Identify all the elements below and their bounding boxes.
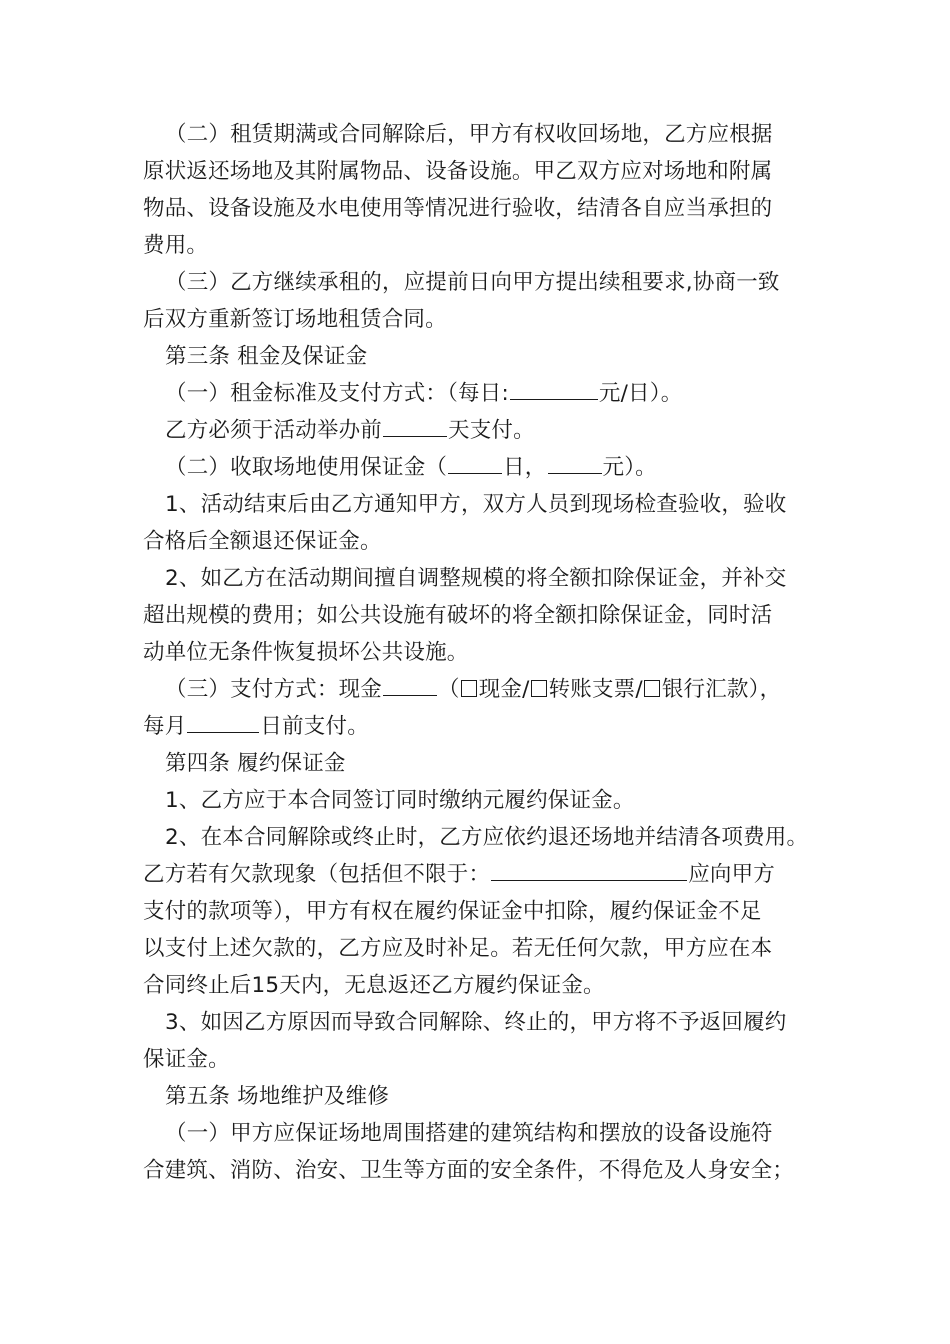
text-line: 以支付上述欠款的，乙方应及时补足。若无任何欠款，甲方应在本 xyxy=(143,936,773,961)
article-3-heading xyxy=(143,338,823,375)
text-line xyxy=(143,671,823,708)
checkbox-transfer-check[interactable] xyxy=(531,680,547,697)
checkbox-bank-remittance[interactable] xyxy=(644,680,660,697)
text-segment: 银行汇款）， xyxy=(661,677,782,702)
text-segment: 日， xyxy=(503,455,547,480)
text-line xyxy=(143,375,823,412)
text-line: 超出规模的费用；如公共设施有破坏的将全额扣除保证金，同时活 xyxy=(143,603,773,628)
heading-text: 第三条 租金及保证金 xyxy=(165,344,368,369)
clause-rent-standard xyxy=(143,375,823,412)
text-line: 费用。 xyxy=(143,233,209,258)
clause-payment-method xyxy=(143,671,823,745)
text-line xyxy=(143,708,823,745)
text-segment: 乙方必须于活动举办前 xyxy=(165,418,383,443)
text-segment: 元）。 xyxy=(602,455,657,480)
text-line: 合格后全额退还保证金。 xyxy=(143,529,382,554)
text-segment: 现金/ xyxy=(478,677,530,702)
clause-deposit-deduction xyxy=(143,560,823,671)
clause-lease-expiry xyxy=(143,116,823,264)
text-segment: 乙方若有欠款现象（包括但不限于： xyxy=(143,862,491,887)
text-segment: （二）收取场地使用保证金（ xyxy=(165,455,448,480)
text-line: 合建筑、消防、治安、卫生等方面的安全条件，不得危及人身安全； xyxy=(143,1158,795,1183)
text-line xyxy=(143,412,823,449)
text-segment: 天支付。 xyxy=(448,418,535,443)
clause-bond-forfeit xyxy=(143,1004,823,1078)
checkbox-cash[interactable] xyxy=(461,680,477,697)
text-line: 2、如乙方在活动期间擅自调整规模的将全额扣除保证金，并补交 xyxy=(165,566,787,591)
clause-bond-settlement xyxy=(143,819,823,1004)
blank-daily-rent[interactable] xyxy=(510,377,598,400)
text-line: 支付的款项等），甲方有权在履约保证金中扣除，履约保证金不足 xyxy=(143,899,762,924)
text-line xyxy=(143,449,823,486)
text-line: 后双方重新签订场地租赁合同。 xyxy=(143,307,447,332)
text-segment: （三）支付方式：现金 xyxy=(165,677,383,702)
article-5-heading xyxy=(143,1078,823,1115)
text-line: （一）甲方应保证场地周围搭建的建筑结构和摆放的设备设施符 xyxy=(165,1121,773,1146)
text-line: 动单位无条件恢复损坏公共设施。 xyxy=(143,640,469,665)
text-segment: （ xyxy=(438,677,460,702)
clause-renewal xyxy=(143,264,823,338)
text-segment: 应向甲方 xyxy=(688,862,776,887)
clause-site-safety xyxy=(143,1115,823,1189)
clause-deposit-refund xyxy=(143,486,823,560)
text-line: 1、活动结束后由乙方通知甲方，双方人员到现场检查验收，验收 xyxy=(165,492,787,517)
blank-deposit-amount[interactable] xyxy=(548,451,602,474)
clause-performance-bond xyxy=(143,782,823,819)
blank-cash[interactable] xyxy=(383,673,437,696)
text-segment: 元/日）。 xyxy=(598,381,683,406)
clause-payment-deadline xyxy=(143,412,823,449)
blank-monthly-day[interactable] xyxy=(187,710,259,733)
text-segment: 日前支付。 xyxy=(260,714,369,739)
text-line: 原状返还场地及其附属物品、设备设施。甲乙双方应对场地和附属 xyxy=(143,159,773,184)
text-segment: （一）租金标准及支付方式：（每日: xyxy=(165,381,509,406)
heading-text: 第五条 场地维护及维修 xyxy=(165,1084,390,1109)
text-line: 物品、设备设施及水电使用等情况进行验收，结清各自应当承担的 xyxy=(143,196,773,221)
blank-deposit-days[interactable] xyxy=(448,451,502,474)
blank-arrears[interactable] xyxy=(491,858,687,881)
clause-deposit xyxy=(143,449,823,486)
blank-days-before[interactable] xyxy=(383,414,447,437)
text-line: （二）租赁期满或合同解除后，甲方有权收回场地，乙方应根据 xyxy=(165,122,773,147)
text-segment: 转账支票/ xyxy=(548,677,643,702)
text-segment: 每月 xyxy=(143,714,187,739)
heading-text: 第四条 履约保证金 xyxy=(165,751,346,776)
text-line xyxy=(143,856,823,893)
article-4-heading xyxy=(143,745,823,782)
text-line: 3、如因乙方原因而导致合同解除、终止的，甲方将不予返回履约 xyxy=(165,1010,787,1035)
text-line: 2、在本合同解除或终止时，乙方应依约退还场地并结清各项费用。 xyxy=(165,825,809,850)
text-line: 1、乙方应于本合同签订同时缴纳元履约保证金。 xyxy=(165,788,635,813)
contract-page xyxy=(143,116,823,1189)
text-line: （三）乙方继续承租的，应提前日向甲方提出续租要求,协商一致 xyxy=(165,270,780,295)
text-line: 保证金。 xyxy=(143,1047,230,1072)
text-line: 合同终止后15天内，无息返还乙方履约保证金。 xyxy=(143,973,605,998)
